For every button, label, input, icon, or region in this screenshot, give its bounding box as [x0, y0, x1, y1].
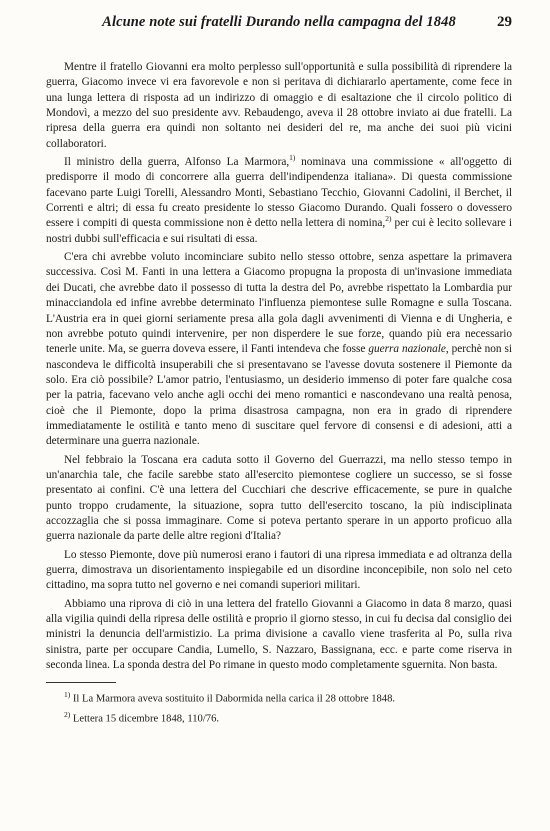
- body-text: [46, 60, 512, 673]
- paragraph-2: Il ministro della guerra, Alfonso La Marmora,$^{1)}$ nominava una commissione « all'oggetto di predisporre il modo di concorrere alla guerra dell'indipendenza italiana». Di questa commissione facevano parte Luigi Torelli, Alessandro Monti, Sebastiano Tecchio, Giovanni Cadolini, il Berchet, il Correnti e altri; di essa fu creato presidente lo stesso Giacomo Durando. Quali fossero o dovessero essere i compiti di questa commissione non è detto nella lettera di nomina,$^{2)}$ per cui è lecito sollevare i nostri dubbi sull'efficacia e sui risultati di essa.: [46, 153, 512, 245]
- paragraph-4: Nel febbraio la Toscana era caduta sotto il Governo del Guerrazzi, ma nello stesso tempo in un'anarchia tale, che facile sarebbe stato all'esercito piemontese cogliere un successo, se si fosse presentato ai confini. C'è una lettera del Cucchiari che descrive efficacemente, se pure in qualche punto troppo crudamente, la situazione, sopra tutto dell'esercito toscano, la più indisciplinata accozzaglia che si possa immaginare. Come si poteva pertanto sperare in un apporto proficuo alla guerra nazionale da parte delle altre regioni d'Italia?: [46, 453, 512, 543]
- running-title: Alcune note sui fratelli Durando nella campagna del 1848: [102, 14, 456, 30]
- paragraph-6: Abbiamo una riprova di ciò in una lettera del fratello Giovanni a Giacomo in data 8 marzo, quasi alla vigilia quindi della ripresa delle ostilità e proprio il giorno stesso, in cui fu decisa dal consiglio dei ministri la denuncia dell'armistizio. La prima divisione a cavallo viene trasferita al Po, sulla riva sinistra, parte per occupare Candia, Lumello, S. Nazzaro, Bassignana, ecc. e parte come riserva in seconda linea. La sponda destra del Po rimane in questo modo completamente sguernita. Non basta.: [46, 597, 512, 672]
- footnote-rule: [46, 682, 116, 683]
- paragraph-5: Lo stesso Piemonte, dove più numerosi erano i fautori di una ripresa immediata e ad oltranza della guerra, dimostrava un disorientamento inspiegabile ed un disordine inconcepibile, non solo nel ceto cittadino, ma sopra tutto nel governo e nei comandi superiori militari.: [46, 548, 512, 592]
- footnote-2: $^{2)}$ Lettera 15 dicembre 1848, 110/76.: [64, 709, 220, 725]
- page-header: [46, 14, 512, 40]
- footnote-1: $^{1)}$ Il La Marmora aveva sostituito il Dabormida nella carica il 28 ottobre 1848.: [64, 690, 396, 705]
- footnotes: [46, 687, 512, 726]
- page-number: 29: [497, 14, 512, 30]
- footnote-ref-1: 1): [289, 153, 296, 163]
- paragraph-1: Mentre il fratello Giovanni era molto perplesso sull'opportunità e sulla possibilità di riprendere la guerra, Giacomo invece vi era favorevole e non si peritava di dichiararlo apertamente, come fece in una lunga lettera di risposta ad un indirizzo di omaggio e di esaltazione che il circolo politico di Mondovì, a mezzo del suo presidente avv. Rebaudengo, aveva il 28 ottobre inviato ai due fratelli. La ripresa della guerra era quindi non soltanto nei desideri del re, ma anche dei suoi più vicini collaboratori.: [46, 61, 512, 150]
- paragraph-3: C'era chi avrebbe voluto incominciare subito nello stesso ottobre, senza aspettare la primavera successiva. Così M. Fanti in una lettera a Giacomo propugna la proposta di un'invasione immediata dei Ducati, che avrebbe dato il possesso di tutta la destra del Po, avrebbe rispettato la Lombardia pur minacciandola ed infine avrebbe determinato l'influenza piemontese sulle Romagne e sulla Toscana. L'Austria era in quei giorni seriamente presa alla gola dagli avvenimenti di Vienna e di Ungheria, e non avrebbe potuto quindi intervenire, per non disperdere le sue forze, quando più era necessario tenerle unite. Ma, se guerra doveva essere, il Fanti intendeva che fosse guerra nazionale, perchè non si nascondeva le difficoltà insuperabili che si presentavano se l'avesse dovuta sostenere il Piemonte da solo. Era ciò possibile? L'amor patrio, l'entusiasmo, un desiderio immenso di poter fare qualche cosa per la patria, facevano velo anche agli occhi dei meno romantici e nascondevano una realtà penosa, cioè che il Piemonte, dopo la prima disastrosa campagna, non era in grado di riprendere immediatamente le ostilità e tanto meno di suscitare quel fervore di consensi e di adesioni, atti a determinare una guerra nazionale.: [46, 251, 512, 448]
- emphasis-guerra-nazionale: guerra nazionale: [368, 343, 446, 356]
- footnote-ref-2: 2): [385, 214, 392, 224]
